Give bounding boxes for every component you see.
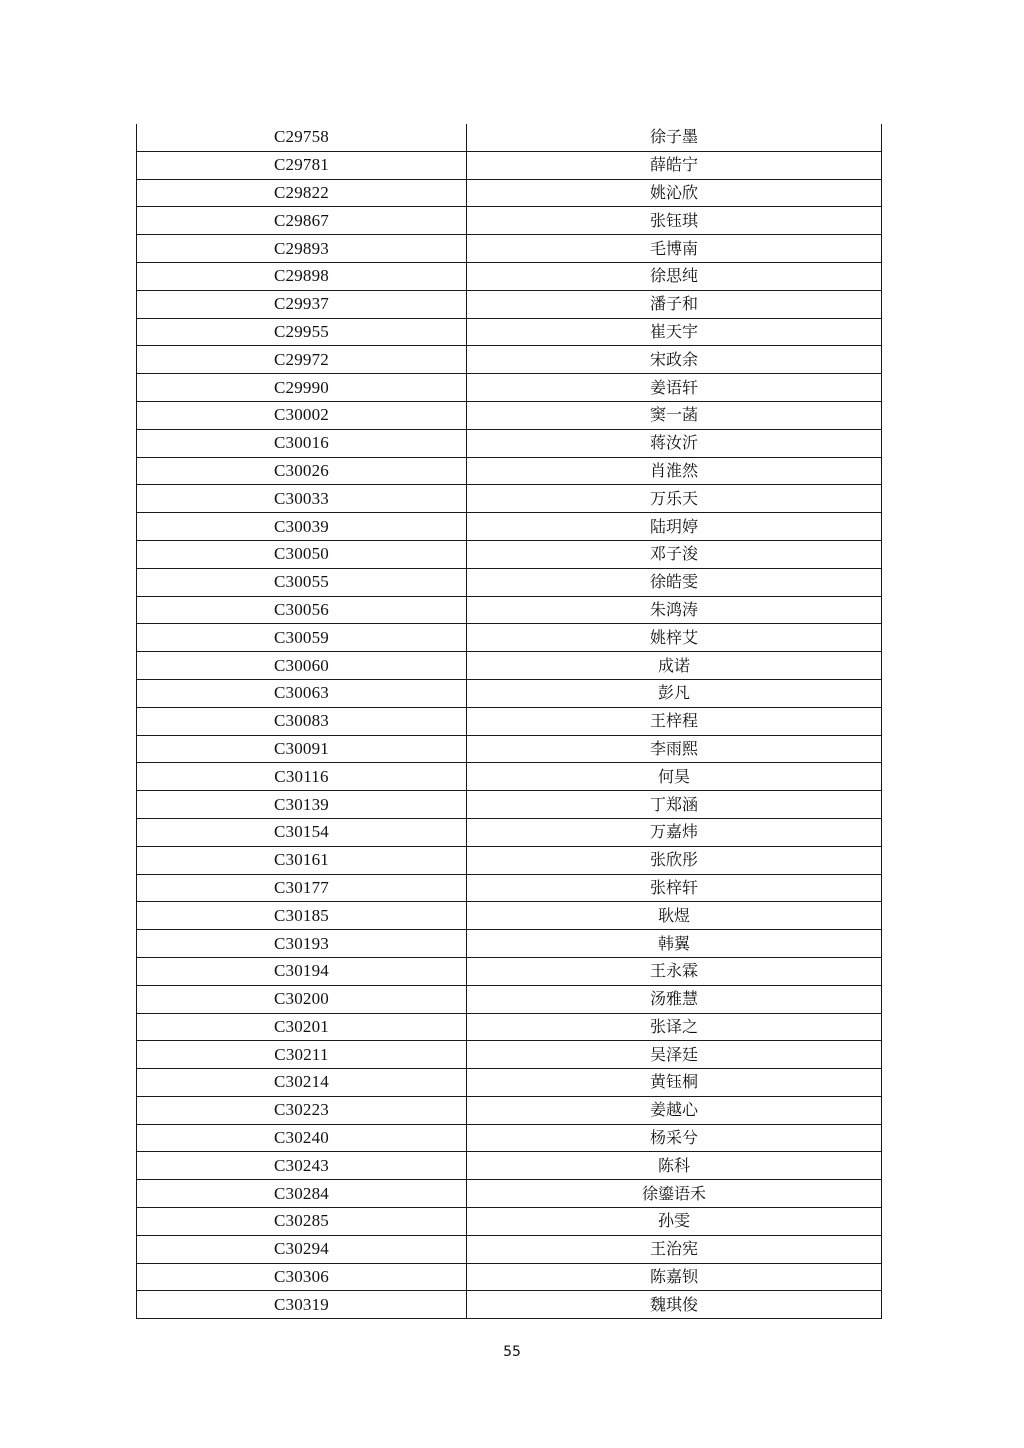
page-number: 55 [503,1344,521,1360]
student-name-cell: 吴泽廷 [467,1041,882,1069]
student-id-cell: C30063 [137,679,467,707]
student-name-cell: 成诺 [467,652,882,680]
table-row [137,679,882,707]
student-name-cell: 潘子和 [467,290,882,318]
student-id-cell: C30116 [137,763,467,791]
table-row [137,540,882,568]
table-row [137,568,882,596]
roster-table-container [136,124,881,1319]
student-id-cell: C30200 [137,985,467,1013]
table-row [137,652,882,680]
student-name-cell: 孙雯 [467,1208,882,1236]
table-row [137,346,882,374]
student-name-cell: 魏琪俊 [467,1291,882,1319]
student-id-cell: C29972 [137,346,467,374]
table-row [137,1208,882,1236]
roster-table [136,124,882,1319]
student-name-cell: 朱鸿涛 [467,596,882,624]
table-row [137,735,882,763]
table-row [137,374,882,402]
table-row [137,1069,882,1097]
student-id-cell: C30201 [137,1013,467,1041]
table-row [137,235,882,263]
student-id-cell: C30056 [137,596,467,624]
table-row [137,290,882,318]
table-row [137,1152,882,1180]
student-name-cell: 李雨熙 [467,735,882,763]
table-row [137,429,882,457]
table-row [137,707,882,735]
student-id-cell: C30240 [137,1124,467,1152]
student-name-cell: 徐子墨 [467,124,882,151]
student-id-cell: C30060 [137,652,467,680]
student-name-cell: 姜越心 [467,1096,882,1124]
student-name-cell: 张钰琪 [467,207,882,235]
table-row [137,874,882,902]
student-name-cell: 毛博南 [467,235,882,263]
table-row [137,1096,882,1124]
student-id-cell: C30214 [137,1069,467,1097]
student-id-cell: C30039 [137,513,467,541]
student-name-cell: 崔天宇 [467,318,882,346]
table-row [137,791,882,819]
student-id-cell: C30083 [137,707,467,735]
student-id-cell: C30091 [137,735,467,763]
student-id-cell: C30154 [137,818,467,846]
student-id-cell: C29867 [137,207,467,235]
student-id-cell: C30033 [137,485,467,513]
table-row [137,151,882,179]
student-id-cell: C29937 [137,290,467,318]
table-row [137,1124,882,1152]
table-row [137,1013,882,1041]
student-name-cell: 徐鎏语禾 [467,1180,882,1208]
student-id-cell: C29990 [137,374,467,402]
table-row [137,124,882,151]
student-id-cell: C30161 [137,846,467,874]
student-name-cell: 何昊 [467,763,882,791]
student-id-cell: C30139 [137,791,467,819]
student-id-cell: C30059 [137,624,467,652]
roster-table-body [137,124,882,1319]
student-id-cell: C29758 [137,124,467,151]
student-id-cell: C30294 [137,1235,467,1263]
student-name-cell: 韩翼 [467,930,882,958]
table-row [137,401,882,429]
student-name-cell: 徐皓雯 [467,568,882,596]
table-row [137,985,882,1013]
table-row [137,1180,882,1208]
table-row [137,957,882,985]
student-name-cell: 宋政余 [467,346,882,374]
student-id-cell: C30050 [137,540,467,568]
table-row [137,930,882,958]
student-name-cell: 万乐天 [467,485,882,513]
table-row [137,1291,882,1319]
student-name-cell: 邓子浚 [467,540,882,568]
student-name-cell: 丁郑涵 [467,791,882,819]
table-row [137,1041,882,1069]
student-id-cell: C29893 [137,235,467,263]
table-row [137,179,882,207]
table-row [137,318,882,346]
student-id-cell: C29955 [137,318,467,346]
student-id-cell: C29781 [137,151,467,179]
student-id-cell: C30002 [137,401,467,429]
student-name-cell: 徐思纯 [467,262,882,290]
student-id-cell: C30211 [137,1041,467,1069]
table-row [137,818,882,846]
table-row [137,1263,882,1291]
table-row [137,902,882,930]
student-name-cell: 陆玥婷 [467,513,882,541]
student-name-cell: 张欣彤 [467,846,882,874]
student-name-cell: 王治宪 [467,1235,882,1263]
student-name-cell: 蒋汝沂 [467,429,882,457]
student-name-cell: 万嘉炜 [467,818,882,846]
student-name-cell: 张梓轩 [467,874,882,902]
student-id-cell: C30223 [137,1096,467,1124]
student-name-cell: 黄钰桐 [467,1069,882,1097]
student-name-cell: 杨采兮 [467,1124,882,1152]
student-id-cell: C30185 [137,902,467,930]
student-name-cell: 肖淮然 [467,457,882,485]
table-row [137,207,882,235]
student-name-cell: 陈科 [467,1152,882,1180]
table-row [137,846,882,874]
student-name-cell: 耿煜 [467,902,882,930]
student-name-cell: 彭凡 [467,679,882,707]
student-name-cell: 汤雅慧 [467,985,882,1013]
table-row [137,262,882,290]
table-row [137,763,882,791]
student-name-cell: 姚梓艾 [467,624,882,652]
student-id-cell: C29898 [137,262,467,290]
student-id-cell: C30016 [137,429,467,457]
student-id-cell: C30306 [137,1263,467,1291]
student-id-cell: C30177 [137,874,467,902]
table-row [137,457,882,485]
student-id-cell: C30285 [137,1208,467,1236]
student-id-cell: C30055 [137,568,467,596]
student-name-cell: 姜语轩 [467,374,882,402]
student-id-cell: C30194 [137,957,467,985]
table-row [137,513,882,541]
table-row [137,596,882,624]
student-name-cell: 王梓程 [467,707,882,735]
student-id-cell: C30243 [137,1152,467,1180]
table-row [137,624,882,652]
table-row [137,1235,882,1263]
student-name-cell: 姚沁欣 [467,179,882,207]
student-id-cell: C30319 [137,1291,467,1319]
student-name-cell: 陈嘉钡 [467,1263,882,1291]
table-row [137,485,882,513]
student-id-cell: C30026 [137,457,467,485]
student-name-cell: 张译之 [467,1013,882,1041]
student-name-cell: 窦一菡 [467,401,882,429]
student-name-cell: 薛皓宁 [467,151,882,179]
student-id-cell: C30193 [137,930,467,958]
student-name-cell: 王永霖 [467,957,882,985]
student-id-cell: C29822 [137,179,467,207]
student-id-cell: C30284 [137,1180,467,1208]
